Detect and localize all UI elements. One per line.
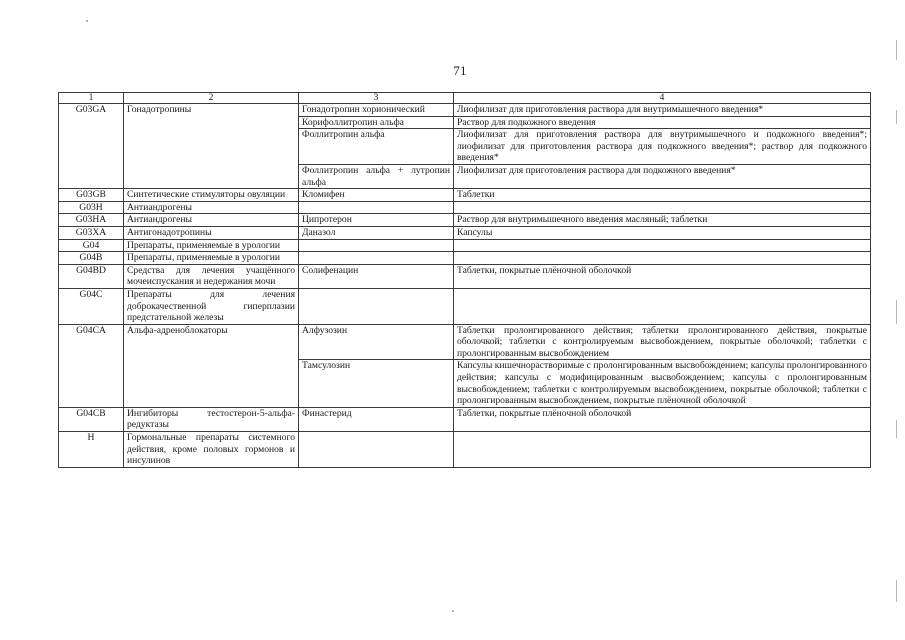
group-name: Гонадотропины [124,104,299,189]
table-row [59,288,871,324]
drug-name: Алфузозин [299,324,454,360]
drug-name: Фоллитропин альфа + лутропин альфа [299,164,454,188]
dosage-form: Раствор для подкожного введения [454,116,871,129]
header-col-2: 2 [124,93,299,104]
group-name: Препараты, применяемые в урологии [124,239,299,252]
scan-edge-mark [896,300,897,324]
drug-name [299,239,454,252]
drug-name [299,288,454,324]
scan-edge-mark [896,420,897,438]
drug-table [58,92,871,468]
table-row [59,239,871,252]
dosage-form [454,252,871,265]
scan-edge-mark [896,40,897,60]
atc-code: G04 [59,239,124,252]
dosage-form: Капсулы [454,226,871,239]
drug-name: Корифоллитропин альфа [299,116,454,129]
drug-name [299,201,454,214]
group-name: Ингибиторы тестостерон-5-альфа-редуктазы [124,407,299,431]
dosage-form [454,239,871,252]
table-row [59,226,871,239]
table-row [59,432,871,468]
group-name: Препараты, применяемые в урологии [124,252,299,265]
drug-name: Финастерид [299,407,454,431]
dosage-form: Лиофилизат для приготовления раствора для подкожного введения* [454,164,871,188]
atc-code: G04CA [59,324,124,407]
drug-name: Фоллитропин альфа [299,129,454,165]
header-col-3: 3 [299,93,454,104]
dosage-form: Таблетки, покрытые плёночной оболочкой [454,264,871,288]
dosage-form: Лиофилизат для приготовления раствора для внутримышечного и подкожного введения*; лиофилизат для приготовления раствора для подкожного введения*; раствор для подкожного введения* [454,129,871,165]
header-row [59,93,871,104]
group-name: Препараты для лечения доброкачественной гиперплазии предстательной железы [124,288,299,324]
drug-name: Солифенацин [299,264,454,288]
dosage-form: Раствор для внутримышечного введения масляный; таблетки [454,214,871,227]
scan-dust-dot [452,610,454,612]
table-row [59,104,871,117]
scan-edge-mark [896,110,897,124]
scan-dust-dot [86,20,88,22]
table-row [59,189,871,202]
drug-name: Даназол [299,226,454,239]
table-row [59,201,871,214]
header-col-1: 1 [59,93,124,104]
atc-code: G04B [59,252,124,265]
drug-name: Гонадотропин хорионический [299,104,454,117]
group-name: Антиандрогены [124,201,299,214]
group-name: Синтетические стимуляторы овуляции [124,189,299,202]
page-number: 71 [453,63,467,78]
table-row [59,264,871,288]
dosage-form: Капсулы кишечнорастворимые с пролонгированным высвобождением; капсулы пролонгированного действия; капсулы с модифицированным высвобождением; капсулы с пролонгированным высвобождением; таблетки с контролируемым высвобождением, покрытые оболочкой; таблетки с пролонгированным высвобождением, покрытые плёночной оболочкой [454,360,871,407]
dosage-form: Таблетки, покрытые плёночной оболочкой [454,407,871,431]
table-row [59,324,871,360]
header-col-4: 4 [454,93,871,104]
table-row [59,214,871,227]
atc-code: G04BD [59,264,124,288]
table-row [59,407,871,431]
dosage-form [454,288,871,324]
drug-name: Кломифен [299,189,454,202]
group-name: Антиандрогены [124,214,299,227]
drug-name [299,432,454,468]
group-name: Средства для лечения учащённого мочеиспускания и недержания мочи [124,264,299,288]
drug-name [299,252,454,265]
atc-code: G03H [59,201,124,214]
group-name: Антигонадотропины [124,226,299,239]
atc-code: G03HA [59,214,124,227]
drug-name: Ципротерон [299,214,454,227]
atc-code: G03GA [59,104,124,189]
dosage-form: Лиофилизат для приготовления раствора для внутримышечного введения* [454,104,871,117]
scan-edge-mark [896,580,897,602]
atc-code: G04CB [59,407,124,431]
group-name: Гормональные препараты системного действия, кроме половых гормонов и инсулинов [124,432,299,468]
table-row [59,252,871,265]
atc-code: G03GB [59,189,124,202]
group-name: Альфа-адреноблокаторы [124,324,299,407]
dosage-form [454,432,871,468]
dosage-form [454,201,871,214]
atc-code: G03XA [59,226,124,239]
drug-name: Тамсулозин [299,360,454,407]
atc-code: G04C [59,288,124,324]
dosage-form: Таблетки пролонгированного действия; таблетки пролонгированного действия, покрытые оболочкой; таблетки с контролируемым высвобождением, покрытые оболочкой; таблетки с пролонгированным высвобождением [454,324,871,360]
atc-code: H [59,432,124,468]
dosage-form: Таблетки [454,189,871,202]
